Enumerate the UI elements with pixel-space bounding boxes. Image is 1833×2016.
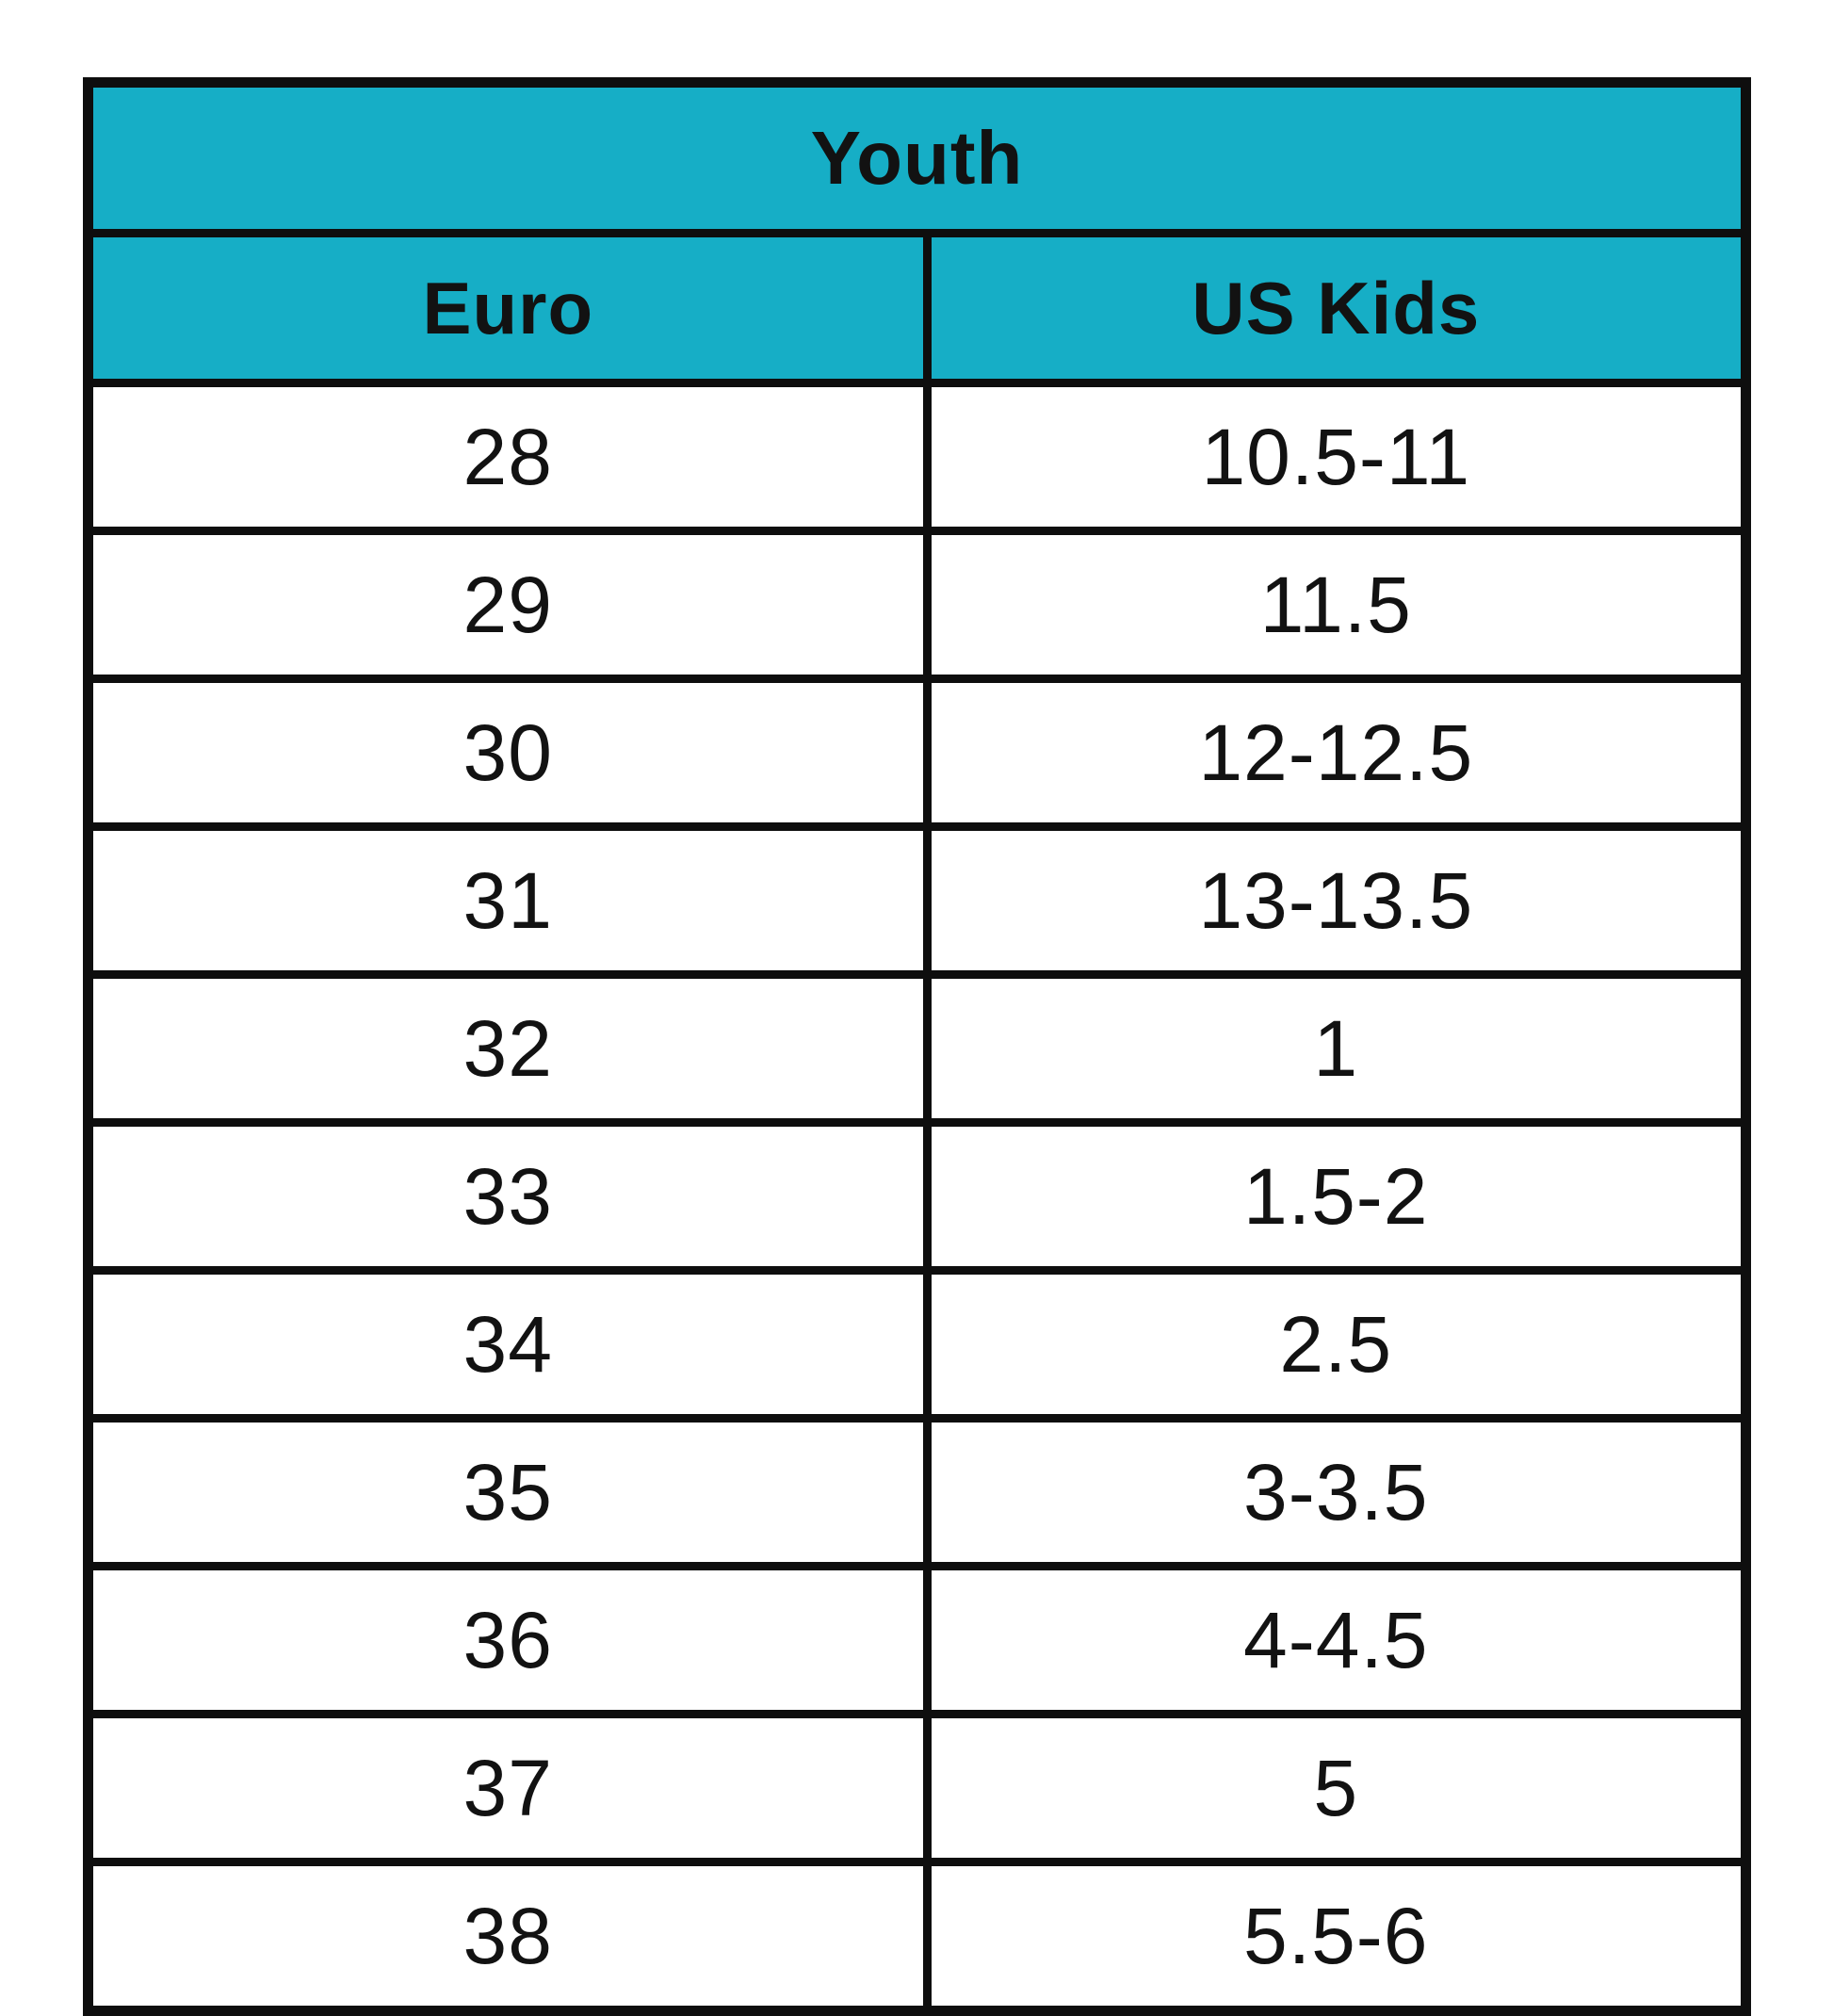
us-kids-cell: 2.5	[927, 1271, 1745, 1419]
euro-cell: 30	[89, 679, 928, 827]
us-kids-cell: 1.5-2	[927, 1123, 1745, 1271]
us-kids-cell: 5	[927, 1715, 1745, 1862]
us-kids-cell: 3-3.5	[927, 1419, 1745, 1567]
us-kids-cell: 11.5	[927, 531, 1745, 679]
column-header-euro: Euro	[89, 234, 928, 383]
column-header-row	[89, 234, 1746, 383]
euro-cell: 36	[89, 1567, 928, 1715]
table-row	[89, 1567, 1746, 1715]
table-row	[89, 679, 1746, 827]
us-kids-cell: 12-12.5	[927, 679, 1745, 827]
euro-cell: 38	[89, 1862, 928, 2011]
table-row	[89, 383, 1746, 531]
column-header-us-kids: US Kids	[927, 234, 1745, 383]
euro-cell: 29	[89, 531, 928, 679]
euro-cell: 37	[89, 1715, 928, 1862]
us-kids-cell: 1	[927, 975, 1745, 1123]
us-kids-cell: 13-13.5	[927, 827, 1745, 975]
table-body	[89, 383, 1746, 2011]
table-row	[89, 1715, 1746, 1862]
youth-size-conversion-table	[83, 77, 1751, 2016]
table-row	[89, 1862, 1746, 2011]
table-row	[89, 531, 1746, 679]
euro-cell: 31	[89, 827, 928, 975]
us-kids-cell: 5.5-6	[927, 1862, 1745, 2011]
euro-cell: 32	[89, 975, 928, 1123]
table-row	[89, 827, 1746, 975]
us-kids-cell: 10.5-11	[927, 383, 1745, 531]
euro-cell: 35	[89, 1419, 928, 1567]
table-title-row	[89, 83, 1746, 234]
euro-cell: 28	[89, 383, 928, 531]
us-kids-cell: 4-4.5	[927, 1567, 1745, 1715]
table-row	[89, 1123, 1746, 1271]
table-row	[89, 975, 1746, 1123]
table-title: Youth	[89, 83, 1746, 234]
euro-cell: 33	[89, 1123, 928, 1271]
table-row	[89, 1271, 1746, 1419]
table-row	[89, 1419, 1746, 1567]
euro-cell: 34	[89, 1271, 928, 1419]
